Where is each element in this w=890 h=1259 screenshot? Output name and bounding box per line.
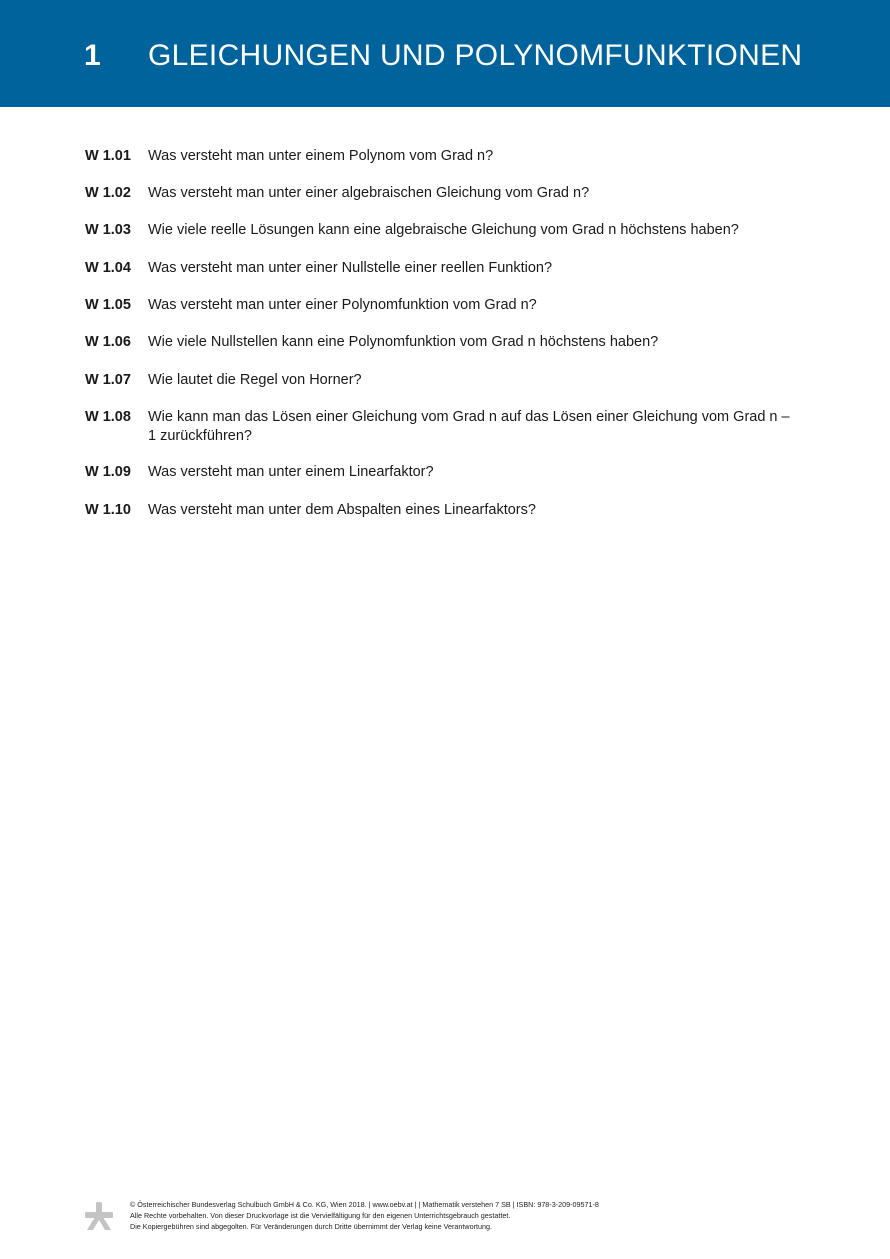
oebv-logo-icon	[84, 1201, 114, 1231]
question-code: W 1.04	[85, 260, 131, 276]
question-text: Wie viele Nullstellen kann eine Polynomfunktion vom Grad n höchstens haben?	[148, 334, 659, 350]
question-code: W 1.03	[85, 222, 131, 238]
question-text: Was versteht man unter dem Abspalten eines Linearfaktors?	[148, 502, 536, 518]
question-text: Was versteht man unter einer Nullstelle einer reellen Funktion?	[148, 260, 553, 276]
question-code: W 1.02	[85, 185, 131, 201]
question-code: W 1.09	[85, 464, 131, 480]
question-text: Was versteht man unter einer algebraischen Gleichung vom Grad n?	[148, 185, 590, 201]
chapter-number: 1	[84, 39, 101, 72]
question-text: Was versteht man unter einem Polynom vom Grad n?	[148, 148, 494, 164]
copyright-text	[130, 1199, 599, 1232]
question-code: W 1.08	[85, 409, 131, 425]
fees-line: Die Kopiergebühren sind abgegolten. Für Veränderungen durch Dritte übernimmt der Verlag keine Verantwortung.	[130, 1222, 492, 1231]
copyright-line: © Österreichischer Bundesverlag Schulbuch GmbH & Co. KG, Wien 2018. | www.oebv.at | | Mathematik verstehen 7 SB | ISBN: 978-3-209-09571-8	[130, 1200, 599, 1209]
question-code: W 1.10	[85, 502, 131, 518]
question-text: Wie lautet die Regel von Horner?	[148, 372, 362, 388]
question-code: W 1.06	[85, 334, 131, 350]
question-code: W 1.07	[85, 372, 131, 388]
question-text: Wie kann man das Lösen einer Gleichung vom Grad n auf das Lösen einer Gleichung vom Grad n – 1 zurückführen?	[148, 409, 790, 444]
chapter-title: GLEICHUNGEN UND POLYNOMFUNKTIONEN	[148, 39, 803, 72]
chapter-header	[0, 0, 890, 107]
page-footer	[84, 1199, 804, 1239]
question-code: W 1.05	[85, 297, 131, 313]
question-text: Was versteht man unter einem Linearfaktor?	[148, 464, 434, 480]
question-text: Was versteht man unter einer Polynomfunktion vom Grad n?	[148, 297, 537, 313]
question-code: W 1.01	[85, 148, 131, 164]
question-text: Wie viele reelle Lösungen kann eine algebraische Gleichung vom Grad n höchstens haben?	[148, 222, 739, 238]
rights-line: Alle Rechte vorbehalten. Von dieser Druckvorlage ist die Vervielfältigung für den eigenen Unterrichtsgebrauch gestattet.	[130, 1211, 511, 1220]
